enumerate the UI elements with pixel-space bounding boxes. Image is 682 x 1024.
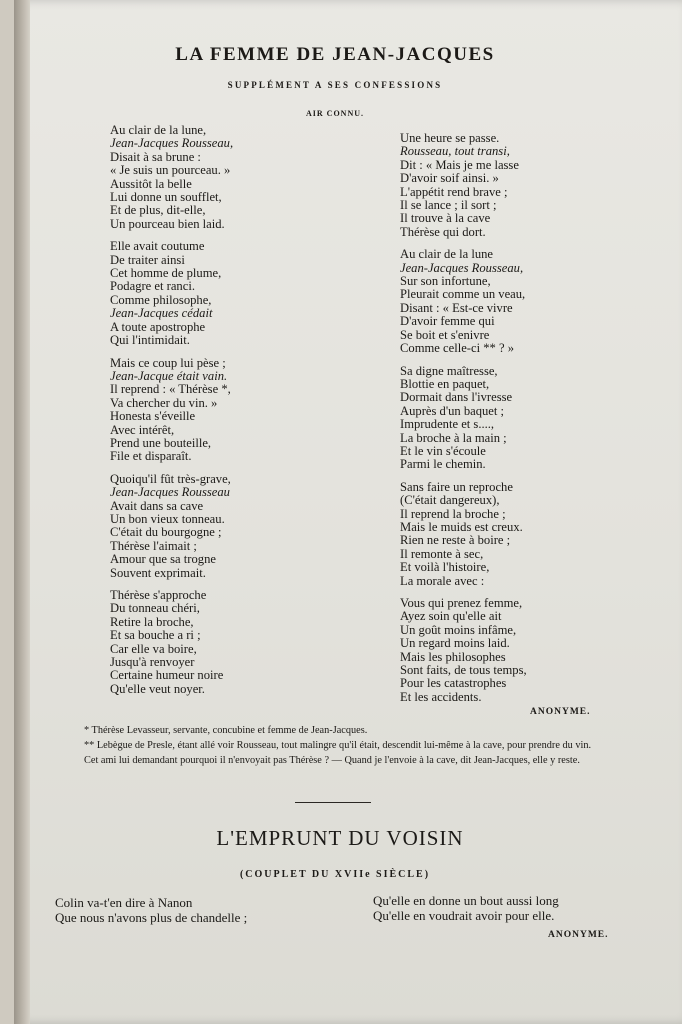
verse-line: Blottie en paquet, bbox=[400, 376, 490, 391]
verse-line: D'avoir soif ainsi. » bbox=[400, 171, 499, 186]
verse-line: Que nous n'avons plus de chandelle ; bbox=[55, 910, 248, 925]
verse-line: Rousseau, tout transi, bbox=[400, 144, 510, 159]
stanza bbox=[400, 132, 630, 239]
verse-line: Retire la broche, bbox=[110, 614, 194, 629]
verse-line: Et le vin s'écoule bbox=[400, 443, 486, 458]
verse-line: Imprudente et s...., bbox=[400, 417, 495, 432]
verse-line: Sont faits, de tous temps, bbox=[400, 663, 527, 678]
verse-line: Mais les philosophes bbox=[400, 649, 506, 664]
verse-line: Honesta s'éveille bbox=[110, 409, 196, 424]
verse-line: File et disparaît. bbox=[110, 449, 192, 464]
verse-line: Jean-Jacques Rousseau, bbox=[400, 260, 524, 275]
verse-line: Souvent exprimait. bbox=[110, 565, 206, 580]
second-poem-title: L'EMPRUNT DU VOISIN bbox=[216, 826, 464, 850]
verse-line: Certaine humeur noire bbox=[110, 668, 224, 683]
verse-line: Disant : « Est-ce vivre bbox=[400, 300, 513, 315]
verse-line: La broche à la main ; bbox=[400, 430, 507, 445]
verse-line: Jusqu'à renvoyer bbox=[110, 655, 195, 670]
verse-line: Elle avait coutume bbox=[110, 239, 205, 254]
verse-line: Du tonneau chéri, bbox=[110, 601, 200, 616]
verse-line: Jean-Jacques Rousseau bbox=[110, 485, 230, 500]
verse-line: Au clair de la lune, bbox=[110, 123, 207, 137]
verse-line: Se boit et s'enivre bbox=[400, 327, 490, 342]
verse-line: Qu'elle en voudrait avoir pour elle. bbox=[373, 908, 555, 923]
stanza bbox=[400, 597, 630, 704]
stanza bbox=[400, 248, 630, 355]
verse-line: Amour que sa trogne bbox=[110, 552, 216, 567]
verse-line: Parmi le chemin. bbox=[400, 457, 486, 472]
verse-line: Podagre et ranci. bbox=[110, 279, 195, 294]
verse-line: Disait à sa brune : bbox=[110, 149, 201, 164]
page-gutter bbox=[14, 0, 30, 1024]
verse-line: Pour les catastrophes bbox=[400, 676, 507, 691]
verse-line: Et de plus, dit-elle, bbox=[110, 203, 206, 218]
verse-line: Jean-Jacques Rousseau, bbox=[110, 136, 234, 151]
verse-line: Un pourceau bien laid. bbox=[110, 216, 225, 231]
verse-line: Avec intérêt, bbox=[110, 422, 175, 437]
poem-left-column bbox=[110, 124, 370, 705]
verse-line: Sans faire un reproche bbox=[400, 479, 513, 494]
verse-line: Il reprend : « Thérèse *, bbox=[110, 382, 231, 397]
stanza bbox=[400, 481, 630, 588]
verse-line: Il trouve à la cave bbox=[400, 211, 491, 226]
verse-line: Un goût moins infâme, bbox=[400, 622, 517, 637]
verse-line: Mais ce coup lui pèse ; bbox=[110, 355, 226, 370]
verse-line: De traiter ainsi bbox=[110, 252, 185, 267]
verse-line: Jean-Jacque était vain. bbox=[110, 368, 228, 383]
stanza bbox=[110, 473, 370, 580]
verse-line: Jean-Jacques cédait bbox=[110, 306, 213, 321]
stanza bbox=[110, 240, 370, 347]
poem-signature: ANONYME. bbox=[530, 707, 591, 717]
verse-line: Quoiqu'il fût très-grave, bbox=[110, 471, 231, 486]
verse-line: Va chercher du vin. » bbox=[110, 395, 218, 410]
stanza bbox=[110, 357, 370, 464]
verse-line: Thérèse l'aimait ; bbox=[110, 538, 197, 553]
verse-line: Un bon vieux tonneau. bbox=[110, 511, 225, 526]
footnote-2: ** Lebègue de Presle, étant allé voir Rousseau, tout malingre qu'il était, descendit lui-même à la cave, pour prendre du vin. Cet ami lui demandant pourquoi il n'envoyait pas Thérèse ? — Quand je l'envoie à la cave, dit Jean-Jacques, elle y reste. bbox=[84, 740, 592, 766]
poem-subtitle: SUPPLÉMENT A SES CONFESSIONS bbox=[227, 80, 443, 90]
second-poem-signature: ANONYME. bbox=[548, 930, 609, 940]
footnotes bbox=[70, 723, 595, 768]
stanza bbox=[400, 365, 630, 472]
verse-line: Ayez soin qu'elle ait bbox=[400, 609, 502, 624]
verse-line: Sa digne maîtresse, bbox=[400, 363, 498, 378]
verse-line: « Je suis un pourceau. » bbox=[110, 163, 231, 178]
verse-line: Comme philosophe, bbox=[110, 292, 212, 307]
verse-line: Cet homme de plume, bbox=[110, 266, 222, 281]
verse-line: Qui l'intimidait. bbox=[110, 333, 190, 348]
verse-line: Thérèse qui dort. bbox=[400, 224, 486, 239]
second-poem-right-column bbox=[373, 893, 623, 923]
verse-line: Qu'elle veut noyer. bbox=[110, 681, 205, 696]
verse-line: Aussitôt la belle bbox=[110, 176, 192, 191]
verse-line: Rien ne reste à boire ; bbox=[400, 533, 511, 548]
verse-line: Dit : « Mais je me lasse bbox=[400, 157, 519, 172]
verse-line: Vous qui prenez femme, bbox=[400, 596, 523, 610]
verse-line: Prend une bouteille, bbox=[110, 435, 212, 450]
verse-line: Car elle va boire, bbox=[110, 641, 197, 656]
verse-line: D'avoir femme qui bbox=[400, 314, 495, 329]
verse-line: A toute apostrophe bbox=[110, 319, 206, 334]
verse-line: Pleurait comme un veau, bbox=[400, 287, 526, 302]
verse-line: Et voilà l'histoire, bbox=[400, 560, 490, 575]
air-note: AIR CONNU. bbox=[306, 109, 364, 118]
verse-line: Sur son infortune, bbox=[400, 274, 491, 289]
footnote-1: * Thérèse Levasseur, servante, concubine et femme de Jean-Jacques. bbox=[84, 725, 368, 736]
second-poem-left-column bbox=[55, 895, 345, 925]
verse-line: Et sa bouche a ri ; bbox=[110, 628, 201, 643]
verse-line: Il reprend la broche ; bbox=[400, 506, 506, 521]
verse-line: Au clair de la lune bbox=[400, 247, 494, 262]
verse-line: Avait dans sa cave bbox=[110, 498, 204, 513]
verse-line: C'était du bourgogne ; bbox=[110, 525, 222, 540]
stanza bbox=[110, 124, 370, 231]
poem-right-column bbox=[400, 132, 630, 713]
verse-line: Colin va-t'en dire à Nanon bbox=[55, 895, 193, 910]
verse-line: Une heure se passe. bbox=[400, 131, 500, 145]
verse-line: Comme celle-ci ** ? » bbox=[400, 341, 515, 356]
verse-line: Et les accidents. bbox=[400, 689, 482, 704]
verse-line: Il remonte à sec, bbox=[400, 546, 484, 561]
verse-line: Qu'elle en donne un bout aussi long bbox=[373, 893, 559, 908]
verse-line: Mais le muids est creux. bbox=[400, 519, 523, 534]
poem-title: LA FEMME DE JEAN-JACQUES bbox=[175, 44, 495, 65]
verse-line: Il se lance ; il sort ; bbox=[400, 198, 497, 213]
verse-line: Auprès d'un baquet ; bbox=[400, 403, 505, 418]
verse-line: Thérèse s'approche bbox=[110, 588, 207, 602]
verse-line: La morale avec : bbox=[400, 573, 485, 588]
verse-line: Lui donne un soufflet, bbox=[110, 190, 222, 205]
stanza bbox=[110, 589, 370, 696]
verse-line: Un regard moins laid. bbox=[400, 636, 510, 651]
second-poem-subtitle: (COUPLET DU XVIIe SIÈCLE) bbox=[239, 869, 431, 880]
verse-line: Dormait dans l'ivresse bbox=[400, 390, 513, 405]
verse-line: (C'était dangereux), bbox=[400, 493, 500, 508]
section-divider bbox=[295, 802, 371, 803]
verse-line: L'appétit rend brave ; bbox=[400, 184, 508, 199]
